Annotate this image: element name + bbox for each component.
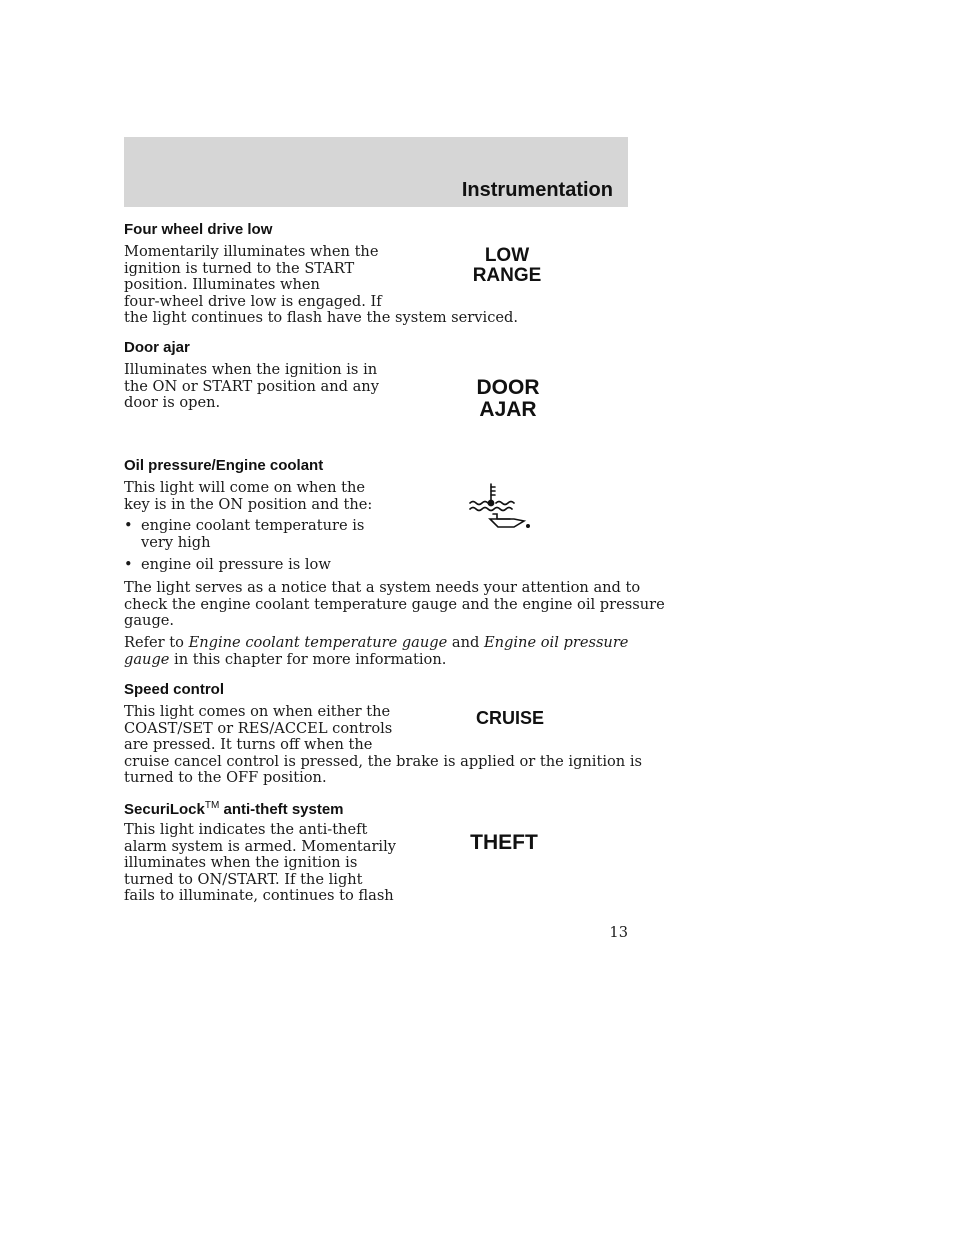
section-title: Instrumentation [461, 179, 613, 201]
speed-control-description [124, 704, 642, 787]
heading-four-wheel-drive-low: Four wheel drive low [124, 221, 273, 238]
text-line: door is open. [124, 394, 221, 411]
text-line: the light continues to flash have the system serviced. [124, 309, 518, 326]
oil-coolant-intro [124, 480, 372, 513]
bullet-dot: • [124, 517, 133, 534]
text-line: are pressed. It turns off when the [124, 736, 373, 753]
bullet-oil-pressure [124, 557, 384, 574]
text-line: illuminates when the ignition is [124, 854, 358, 871]
bullet-coolant-temperature [124, 518, 384, 552]
text-line: four-wheel drive low is engaged. If [124, 292, 382, 310]
text-line: This light will come on when the [124, 479, 366, 496]
oil-coolant-reference [124, 635, 628, 668]
text-line: very high [141, 533, 211, 551]
indicator-line: AJAR [479, 398, 537, 422]
cruise-indicator-icon: CRUISE [475, 708, 544, 728]
heading-oil-pressure-engine-coolant: Oil pressure/Engine coolant [124, 457, 324, 474]
trademark-mark: TM [204, 800, 220, 811]
oil-coolant-icon [464, 481, 534, 533]
text-span: Refer to [124, 634, 189, 651]
securilock-description [124, 822, 396, 905]
theft-indicator-icon: THEFT [470, 831, 538, 854]
heading-securilock [124, 800, 344, 818]
text-line: turned to ON/START. If the light [124, 870, 363, 888]
reference-oil-gauge-cont: gauge [124, 650, 170, 668]
reference-oil-gauge: Engine oil pressure [484, 634, 629, 651]
text-line: engine coolant temperature is [141, 517, 365, 534]
text-span: in this chapter for more information. [169, 650, 447, 668]
text-line: gauge. [124, 612, 175, 629]
text-line: Illuminates when the ignition is in [124, 361, 378, 378]
text-line: the ON or START position and any [124, 377, 379, 395]
heading-door-ajar: Door ajar [124, 339, 190, 356]
text-line: turned to the OFF position. [124, 769, 327, 786]
text-line: position. Illuminates when [124, 276, 320, 293]
indicator-line: DOOR [476, 376, 540, 399]
indicator-line: LOW [484, 245, 530, 266]
text-line: cruise cancel control is pressed, the brake is applied or the ignition is [124, 752, 642, 770]
heading-speed-control: Speed control [124, 681, 225, 698]
reference-coolant-gauge: Engine coolant temperature gauge [188, 634, 448, 651]
text-line: COAST/SET or RES/ACCEL controls [124, 719, 393, 737]
text-line: This light indicates the anti-theft [124, 821, 368, 838]
text-line: alarm system is armed. Momentarily [124, 837, 397, 855]
section-header-band [124, 137, 628, 207]
text-span: and [447, 634, 484, 651]
text-line: This light comes on when either the [124, 703, 391, 720]
text-line: The light serves as a notice that a system needs your attention and to [124, 579, 641, 596]
text-line: key is in the ON position and the: [124, 495, 373, 513]
text-span: anti-theft system [219, 801, 344, 818]
low-range-indicator-icon [456, 246, 558, 286]
door-ajar-description [124, 362, 379, 412]
oil-coolant-notice [124, 580, 665, 630]
text-line: check the engine coolant temperature gauge and the engine oil pressure [124, 595, 665, 613]
bullet-dot: • [124, 556, 133, 573]
text-line: ignition is turned to the START [124, 259, 355, 277]
text-line: Momentarily illuminates when the [124, 243, 379, 260]
text-span: SecuriLock [124, 801, 205, 818]
text-line: engine oil pressure is low [141, 556, 331, 573]
text-line: fails to illuminate, continues to flash [124, 887, 394, 904]
page-number: 13 [609, 924, 628, 941]
indicator-line: RANGE [472, 264, 542, 286]
door-ajar-indicator-icon [458, 377, 558, 421]
